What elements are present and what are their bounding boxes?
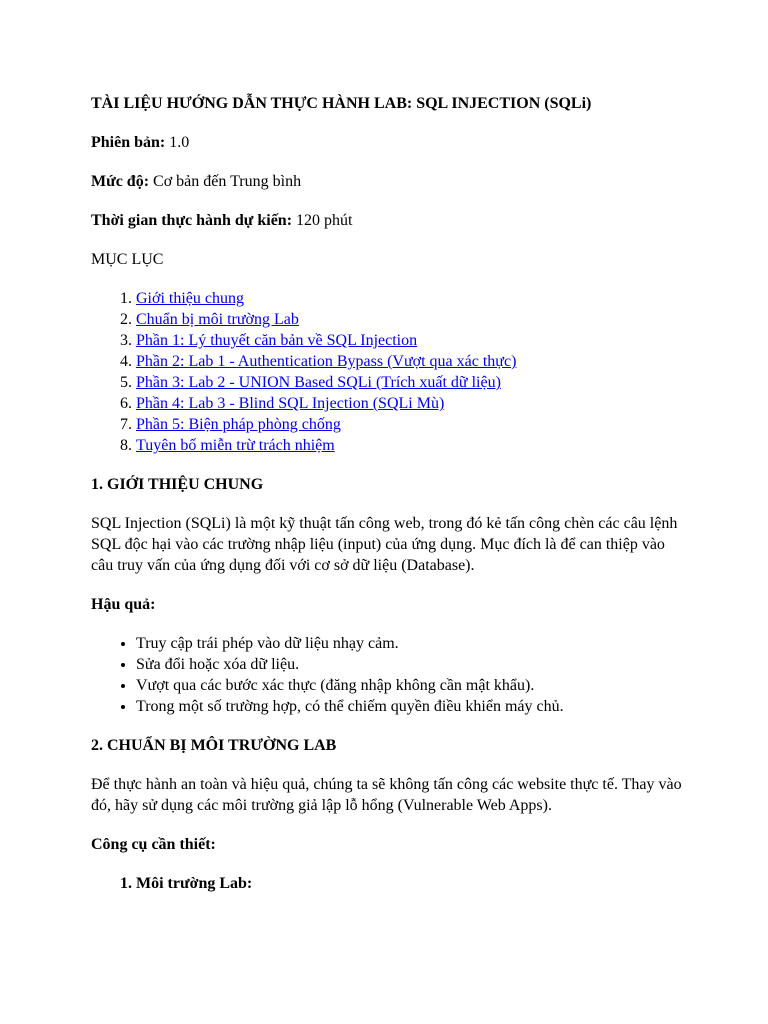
meta-duration (91, 210, 691, 231)
toc-link-setup[interactable]: Chuẩn bị môi trường Lab (136, 311, 299, 328)
toc-item (136, 372, 691, 393)
toc-link-part4[interactable]: Phần 4: Lab 3 - Blind SQL Injection (SQLi Mù) (136, 395, 445, 412)
meta-level-value: Cơ bản đến Trung bình (149, 173, 302, 190)
document-title: TÀI LIỆU HƯỚNG DẪN THỰC HÀNH LAB: SQL INJECTION (SQLi) (91, 95, 592, 112)
tools-heading: Công cụ cần thiết: (91, 836, 216, 853)
toc-link-part3[interactable]: Phần 3: Lab 2 - UNION Based SQLi (Trích xuất dữ liệu) (136, 374, 501, 391)
document-page (91, 93, 691, 894)
meta-version (91, 132, 691, 153)
toc-item (136, 288, 691, 309)
table-of-contents (91, 288, 691, 456)
section1-paragraph: SQL Injection (SQLi) là một kỹ thuật tấn công web, trong đó kẻ tấn công chèn các câu lệnh SQL độc hại vào các trường nhập liệu (input) của ứng dụng. Mục đích là để can thiệp vào câu truy vấn của ứng dụng đối với cơ sở dữ liệu (Database). (91, 515, 678, 574)
toc-item (136, 351, 691, 372)
meta-version-label: Phiên bản: (91, 134, 166, 151)
list-item: 1. Môi trường Lab: (136, 873, 691, 894)
toc-link-intro[interactable]: Giới thiệu chung (136, 290, 244, 307)
meta-duration-label: Thời gian thực hành dự kiến: (91, 212, 293, 229)
toc-item (136, 435, 691, 456)
toc-item (136, 309, 691, 330)
consequences-heading: Hậu quả: (91, 596, 156, 613)
consequences-list (91, 633, 691, 717)
section2-paragraph: Để thực hành an toàn và hiệu quả, chúng ta sẽ không tấn công các website thực tế. Thay vào đó, hãy sử dụng các môi trường giả lập lỗ hổng (Vulnerable Web Apps). (91, 776, 682, 814)
meta-duration-value: 120 phút (292, 212, 353, 229)
toc-link-part1[interactable]: Phần 1: Lý thuyết căn bản về SQL Injection (136, 332, 418, 349)
list-item: • Vượt qua các bước xác thực (đăng nhập không cần mật khẩu). (136, 675, 691, 696)
tools-list (91, 873, 691, 894)
section2-heading: 2. CHUẨN BỊ MÔI TRƯỜNG LAB (91, 737, 337, 754)
section1-heading: 1. GIỚI THIỆU CHUNG (91, 476, 264, 493)
list-item: • Trong một số trường hợp, có thể chiếm quyền điều khiển máy chủ. (136, 696, 691, 717)
toc-heading: MỤC LỤC (91, 251, 164, 268)
meta-level (91, 171, 691, 192)
list-item: • Sửa đổi hoặc xóa dữ liệu. (136, 654, 691, 675)
toc-link-part5[interactable]: Phần 5: Biện pháp phòng chống (136, 416, 341, 433)
meta-version-value: 1.0 (165, 134, 190, 151)
toc-item (136, 393, 691, 414)
meta-level-label: Mức độ: (91, 173, 150, 190)
list-item: • Truy cập trái phép vào dữ liệu nhạy cảm. (136, 633, 691, 654)
toc-item (136, 414, 691, 435)
toc-item (136, 330, 691, 351)
toc-link-part2[interactable]: Phần 2: Lab 1 - Authentication Bypass (Vượt qua xác thực) (136, 353, 517, 370)
toc-link-disclaimer[interactable]: Tuyên bố miễn trừ trách nhiệm (136, 437, 335, 454)
